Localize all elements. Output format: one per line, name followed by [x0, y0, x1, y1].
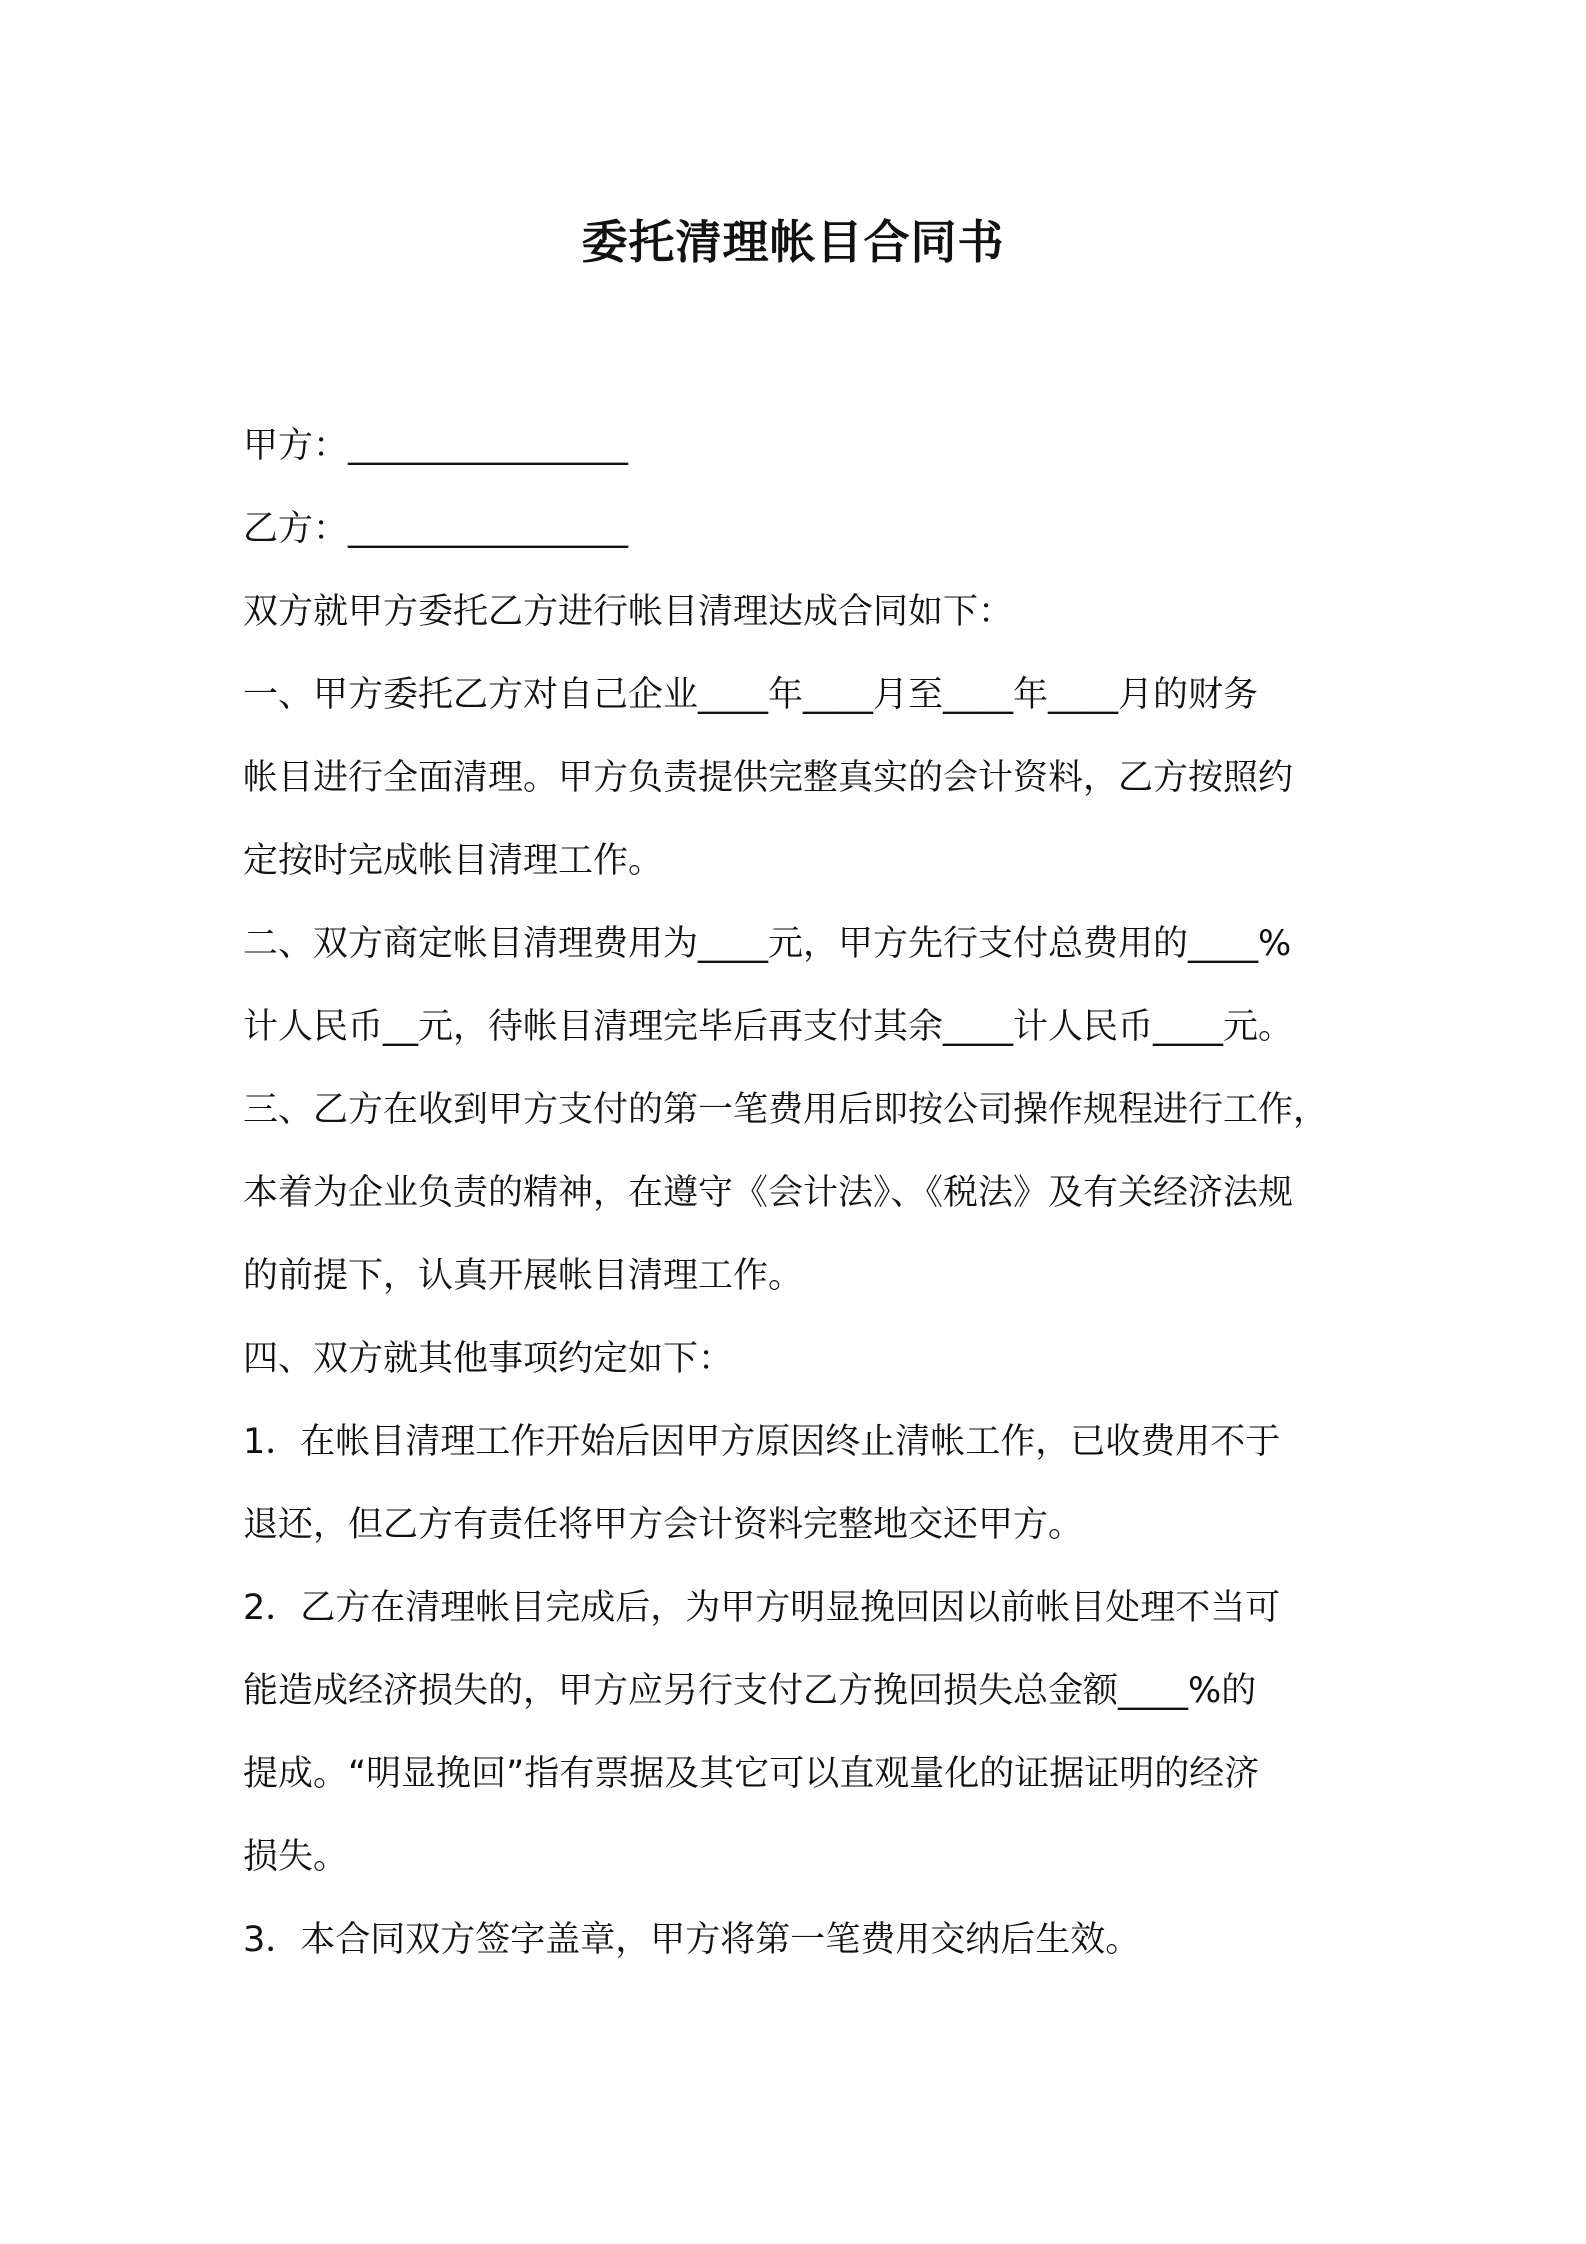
item-3-line-1: 3．本合同双方签字盖章，甲方将第一笔费用交纳后生效。: [243, 1920, 1141, 1960]
item-2-line-3: 提成。“明显挽回”指有票据及其它可以直观量化的证据证明的经济: [243, 1754, 1260, 1794]
item-2-line-1: 2．乙方在清理帐目完成后，为甲方明显挽回因以前帐目处理不当可: [243, 1588, 1281, 1628]
item-1-line-2: 退还，但乙方有责任将甲方会计资料完整地交还甲方。: [243, 1505, 1084, 1545]
item-2-line-4: 损失。: [243, 1837, 349, 1877]
clause-1-line-2: 帐目进行全面清理。甲方负责提供完整真实的会计资料，乙方按照约: [243, 758, 1294, 798]
contract-intro: 双方就甲方委托乙方进行帐目清理达成合同如下：: [243, 592, 1014, 632]
item-2-line-2: 能造成经济损失的，甲方应另行支付乙方挽回损失总金额____%的: [243, 1671, 1257, 1711]
clause-3-line-1: 三、乙方在收到甲方支付的第一笔费用后即按公司操作规程进行工作，: [243, 1090, 1329, 1130]
party-a-line: 甲方：________________: [243, 426, 629, 466]
clause-4-heading: 四、双方就其他事项约定如下：: [243, 1339, 734, 1379]
clause-2-line-2: 计人民币__元，待帐目清理完毕后再支付其余____计人民币____元。: [243, 1007, 1294, 1047]
clause-3-line-3: 的前提下，认真开展帐目清理工作。: [243, 1256, 804, 1296]
clause-1-line-3: 定按时完成帐目清理工作。: [243, 841, 664, 881]
clause-2-line-1: 二、双方商定帐目清理费用为____元，甲方先行支付总费用的____%: [243, 924, 1292, 964]
clause-3-line-2: 本着为企业负责的精神，在遵守《会计法》、《税法》及有关经济法规: [243, 1173, 1294, 1213]
clause-1-line-1: 一、甲方委托乙方对自己企业____年____月至____年____月的财务: [243, 675, 1259, 715]
document-title: 委托清理帐目合同书: [581, 215, 1005, 269]
party-b-line: 乙方：________________: [243, 509, 629, 549]
item-1-line-1: 1．在帐目清理工作开始后因甲方原因终止清帐工作，已收费用不于: [243, 1422, 1281, 1462]
document-body: [243, 405, 1368, 1982]
